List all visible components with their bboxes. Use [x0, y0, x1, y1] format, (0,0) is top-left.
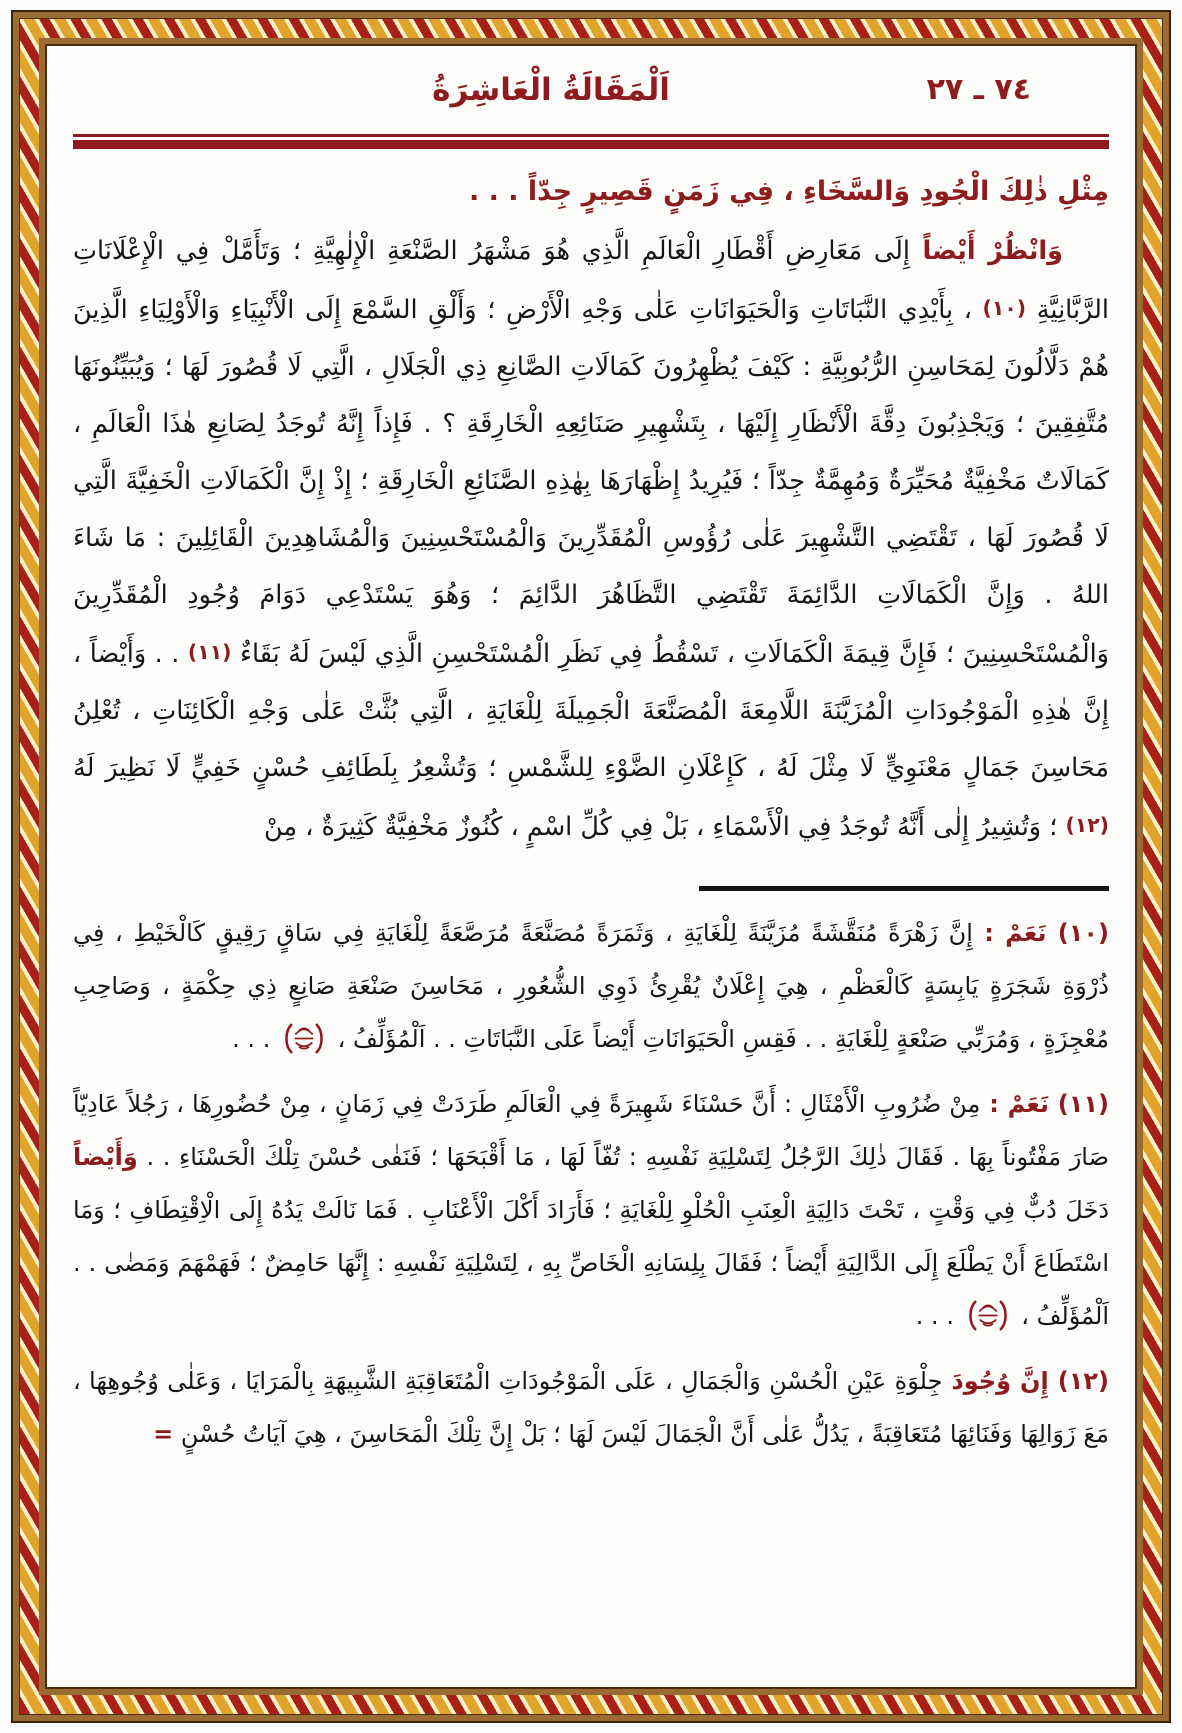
- header-divider-rule: [73, 134, 1109, 149]
- footnote-11: [73, 1078, 1109, 1343]
- decorative-border-frame: [11, 10, 1171, 1723]
- text-run: (١٢) إِنَّ وُجُودَ: [942, 1366, 1109, 1395]
- text-run: =: [153, 1419, 174, 1448]
- text-run: إِلَى مَعَارِضِ أَقْطَارِ الْعَالَمِ الَّذِي هُوَ مَشْهَرُ الصَّنْعَةِ الْإِلٰهِيَّةِ ؛ وَتَأَمَّلْ فِي الْإِعْلَانَاتِ الرَّبَّانِيَّةِ: [73, 235, 1109, 325]
- footnotes-section: [73, 907, 1109, 1461]
- text-run: وَأَيْضاً: [73, 1142, 138, 1171]
- text-run: . . .: [915, 1301, 962, 1330]
- chain-pattern-border: [19, 18, 1163, 1715]
- page-header: [73, 60, 1109, 126]
- footnote-reference-marker: (١٢): [1065, 812, 1109, 837]
- text-run: جِلْوَةِ عَيْنِ الْحُسْنِ وَالْجَمَالِ ، عَلَى الْمَوْجُودَاتِ الْمُتَعَاقِبَةِ الشَّبِيهَةِ بِالْمَرَايَا ، وَعَلٰى وُجُوهِهَا ، مَعَ زَوَالِهَا وَفَنَائِهَا مُتَعَاقِبَةً ، يَدُلُّ عَلٰى أَنَّ الْجَمَالَ لَيْسَ لَهَا ؛ بَلْ إِنَّ تِلْكَ الْمَحَاسِنَ ، هِيَ آيَاتُ حُسْنٍ: [73, 1366, 1109, 1448]
- page-title: اَلْمَقَالَةُ الْعَاشِرَةُ: [432, 72, 670, 108]
- text-run: ؛ وَتُشِيرُ إِلٰى أَنَّهُ تُوجَدُ فِي الْأَسْمَاءِ ، بَلْ فِي كُلِّ اسْمٍ ، كُنُوزٌ مَخْفِيَّةٌ كَثِيرَةٌ ، مِنْ: [264, 811, 1066, 842]
- footnote-reference-marker: (١٠): [982, 295, 1027, 320]
- text-run: (١١) نَعَمْ :: [980, 1089, 1110, 1118]
- text-run: . . وَأَيْضاً ، إِنَّ هٰذِهِ الْمَوْجُودَاتِ الْمُزَيَّنَةَ اللَّامِعَةَ الْمُصَنَّعَةَ الْجَمِيلَةَ لِلْغَايَةِ ، الَّتِي بُثَّتْ عَلٰى وَجْهِ الْكَائِنَاتِ ، تُعْلِنُ مَحَاسِنَ جَمَالٍ مَعْنَوِيٍّ لَا مِثْلَ لَهُ ، كَإِعْلَانِ الضَّوْءِ لِلشَّمْسِ ؛ وَتُشْعِرُ بِلَطَائِفِ حُسْنٍ خَفِيٍّ لَا نَظِيرَ لَهُ: [73, 638, 1109, 783]
- main-text-block: [73, 149, 1109, 856]
- page-content-area: [45, 44, 1137, 1689]
- text-run: إِنَّ زَهْرَةً مُنَقَّشَةً مُزَيَّنَةً لِلْغَايَةِ ، وَثَمَرَةً مُصَنَّعَةً مُرَصَّعَةً لِلْغَايَةِ فِي سَاقٍ رَقِيقٍ كَالْخَيْطِ ، فِي ذُرْوَةِ شَجَرَةٍ يَابِسَةٍ كَالْعَظْمِ ، هِيَ إِعْلَانٌ يُقْرِئُ ذَوِي الشُّعُورِ ، مَحَاسِنَ صَنْعَةِ صَانِعٍ ذِي حِكْمَةٍ ، وَصَاحِبِ مُعْجِزَةٍ ، وَمُرَبِّي صَنْعَةٍ لِلْغَايَةِ . . فَقِسِ الْحَيَوَانَاتِ أَيْضاً عَلَى النَّبَاتَاتِ . . اَلْمُؤَلِّفُ ،: [73, 918, 1109, 1053]
- text-run: وَانْظُرْ أَيْضاً: [910, 235, 1063, 266]
- footnote-12: [73, 1355, 1109, 1461]
- text-run: ، بِأَيْدِي النَّبَاتَاتِ وَالْحَيَوَانَاتِ عَلٰى وَجْهِ الْأَرْضِ ؛ وَأَلْقِ السَّمْعَ إِلَى الْأَنْبِيَاءِ وَالْأَوْلِيَاءِ الَّذِينَ هُمْ دَلَّالُونَ لِمَحَاسِنِ الرُّبُوبِيَّةِ : كَيْفَ يُظْهِرُونَ كَمَالَاتِ الصَّانِعِ ذِي الْجَلَالِ ، الَّتِي لَا قُصُورَ لَهَا ؛ وَيُبَيِّنُونَهَا مُتَّفِقِينَ ؛ وَيَجْذِبُونَ دِقَّةَ الْأَنْظَارِ إِلَيْهَا ، بِتَشْهِيرِ صَنَائِعِهِ الْخَارِقَةِ ؟ . فَإِذاً إِنَّهُ تُوجَدُ لِصَانِعِ هٰذَا الْعَالَمِ ، كَمَالَاتٌ مَخْفِيَّةٌ مُحَيِّرَةٌ وَمُهِمَّةٌ جِدّاً ؛ فَيُرِيدُ إِظْهَارَهَا بِهٰذِهِ الصَّنَائِعِ الْخَارِقَةِ ؛ إِذْ إِنَّ الْكَمَالَاتِ الْخَفِيَّةَ الَّتِي لَا قُصُورَ لَهَا ، تَقْتَضِي التَّشْهِيرَ عَلٰى رُؤُوسِ الْمُقَدِّرِينَ وَالْمُسْتَحْسِنِينَ وَالْمُشَاهِدِينَ الْقَائِلِينَ : مَا شَاءَ اللهُ . وَإِنَّ الْكَمَالَاتِ الدَّائِمَةَ تَقْتَضِي التَّظَاهُرَ الدَّائِمَ ؛ وَهُوَ يَسْتَدْعِي دَوَامَ وُجُودِ الْمُقَدِّرِينَ وَالْمُسْتَحْسِنِينَ ؛ فَإِنَّ قِيمَةَ الْكَمَالَاتِ ، تَسْقُطُ فِي نَظَرِ الْمُسْتَحْسِنِ الَّذِي لَيْسَ لَهُ بَقَاءٌ: [73, 294, 1109, 669]
- text-run: . . .: [232, 1024, 278, 1053]
- text-run: مِنْ ضُرُوبِ الْأَمْثَالِ : أَنَّ حَسْنَاءَ شَهِيرَةً فِي الْعَالَمِ طَرَدَتْ فِي زَمَانٍ ، مِنْ حُضُورِهَا ، رَجُلاً عَادِيّاً صَارَ مَفْتُوناً بِهَا . فَقَالَ ذٰلِكَ الرَّجُلُ لِتَسْلِيَةِ نَفْسِهِ : تُفّاً لَهَا ، مَا أَقْبَحَهَا ؛ فَنَفٰى حُسْنَ تِلْكَ الْحَسْنَاءِ . .: [73, 1089, 1109, 1171]
- footnote-10: [73, 907, 1109, 1066]
- text-run: (١٠) نَعَمْ :: [972, 918, 1109, 947]
- lead-line: مِثْلِ ذٰلِكَ الْجُودِ وَالسَّخَاءِ ، فِي زَمَنٍ قَصِيرٍ جِدّاً . . .: [468, 176, 1109, 207]
- footnote-reference-marker: (١١): [187, 639, 232, 664]
- radiallahu-anhu-seal-icon: [283, 1023, 325, 1054]
- text-run: دَخَلَ دُبٌّ فِي وَقْتٍ ، تَحْتَ دَالِيَةِ الْعِنَبِ الْحُلْوِ لِلْغَايَةِ ؛ فَأَرَادَ أَكْلَ الْأَعْنَابِ . فَمَا نَالَتْ يَدُهُ إِلَى الْاِقْتِطَافِ ؛ وَمَا اسْتَطَاعَ أَنْ يَطْلَعَ إِلَى الدَّالِيَةِ أَيْضاً ؛ فَقَالَ بِلِسَانِهِ الْخَاصِّ بِهِ ، لِتَسْلِيَةِ نَفْسِهِ : إِنَّهَا حَامِضٌ ؛ فَهَمْهَمَ وَمَضٰى . . اَلْمُؤَلِّفُ ،: [73, 1195, 1109, 1330]
- page-number: ٧٤ ـ ٢٧: [926, 72, 1031, 107]
- radiallahu-anhu-seal-icon: [967, 1300, 1009, 1331]
- body-paragraph: [73, 223, 1109, 856]
- footnote-separator-rule: [699, 886, 1109, 891]
